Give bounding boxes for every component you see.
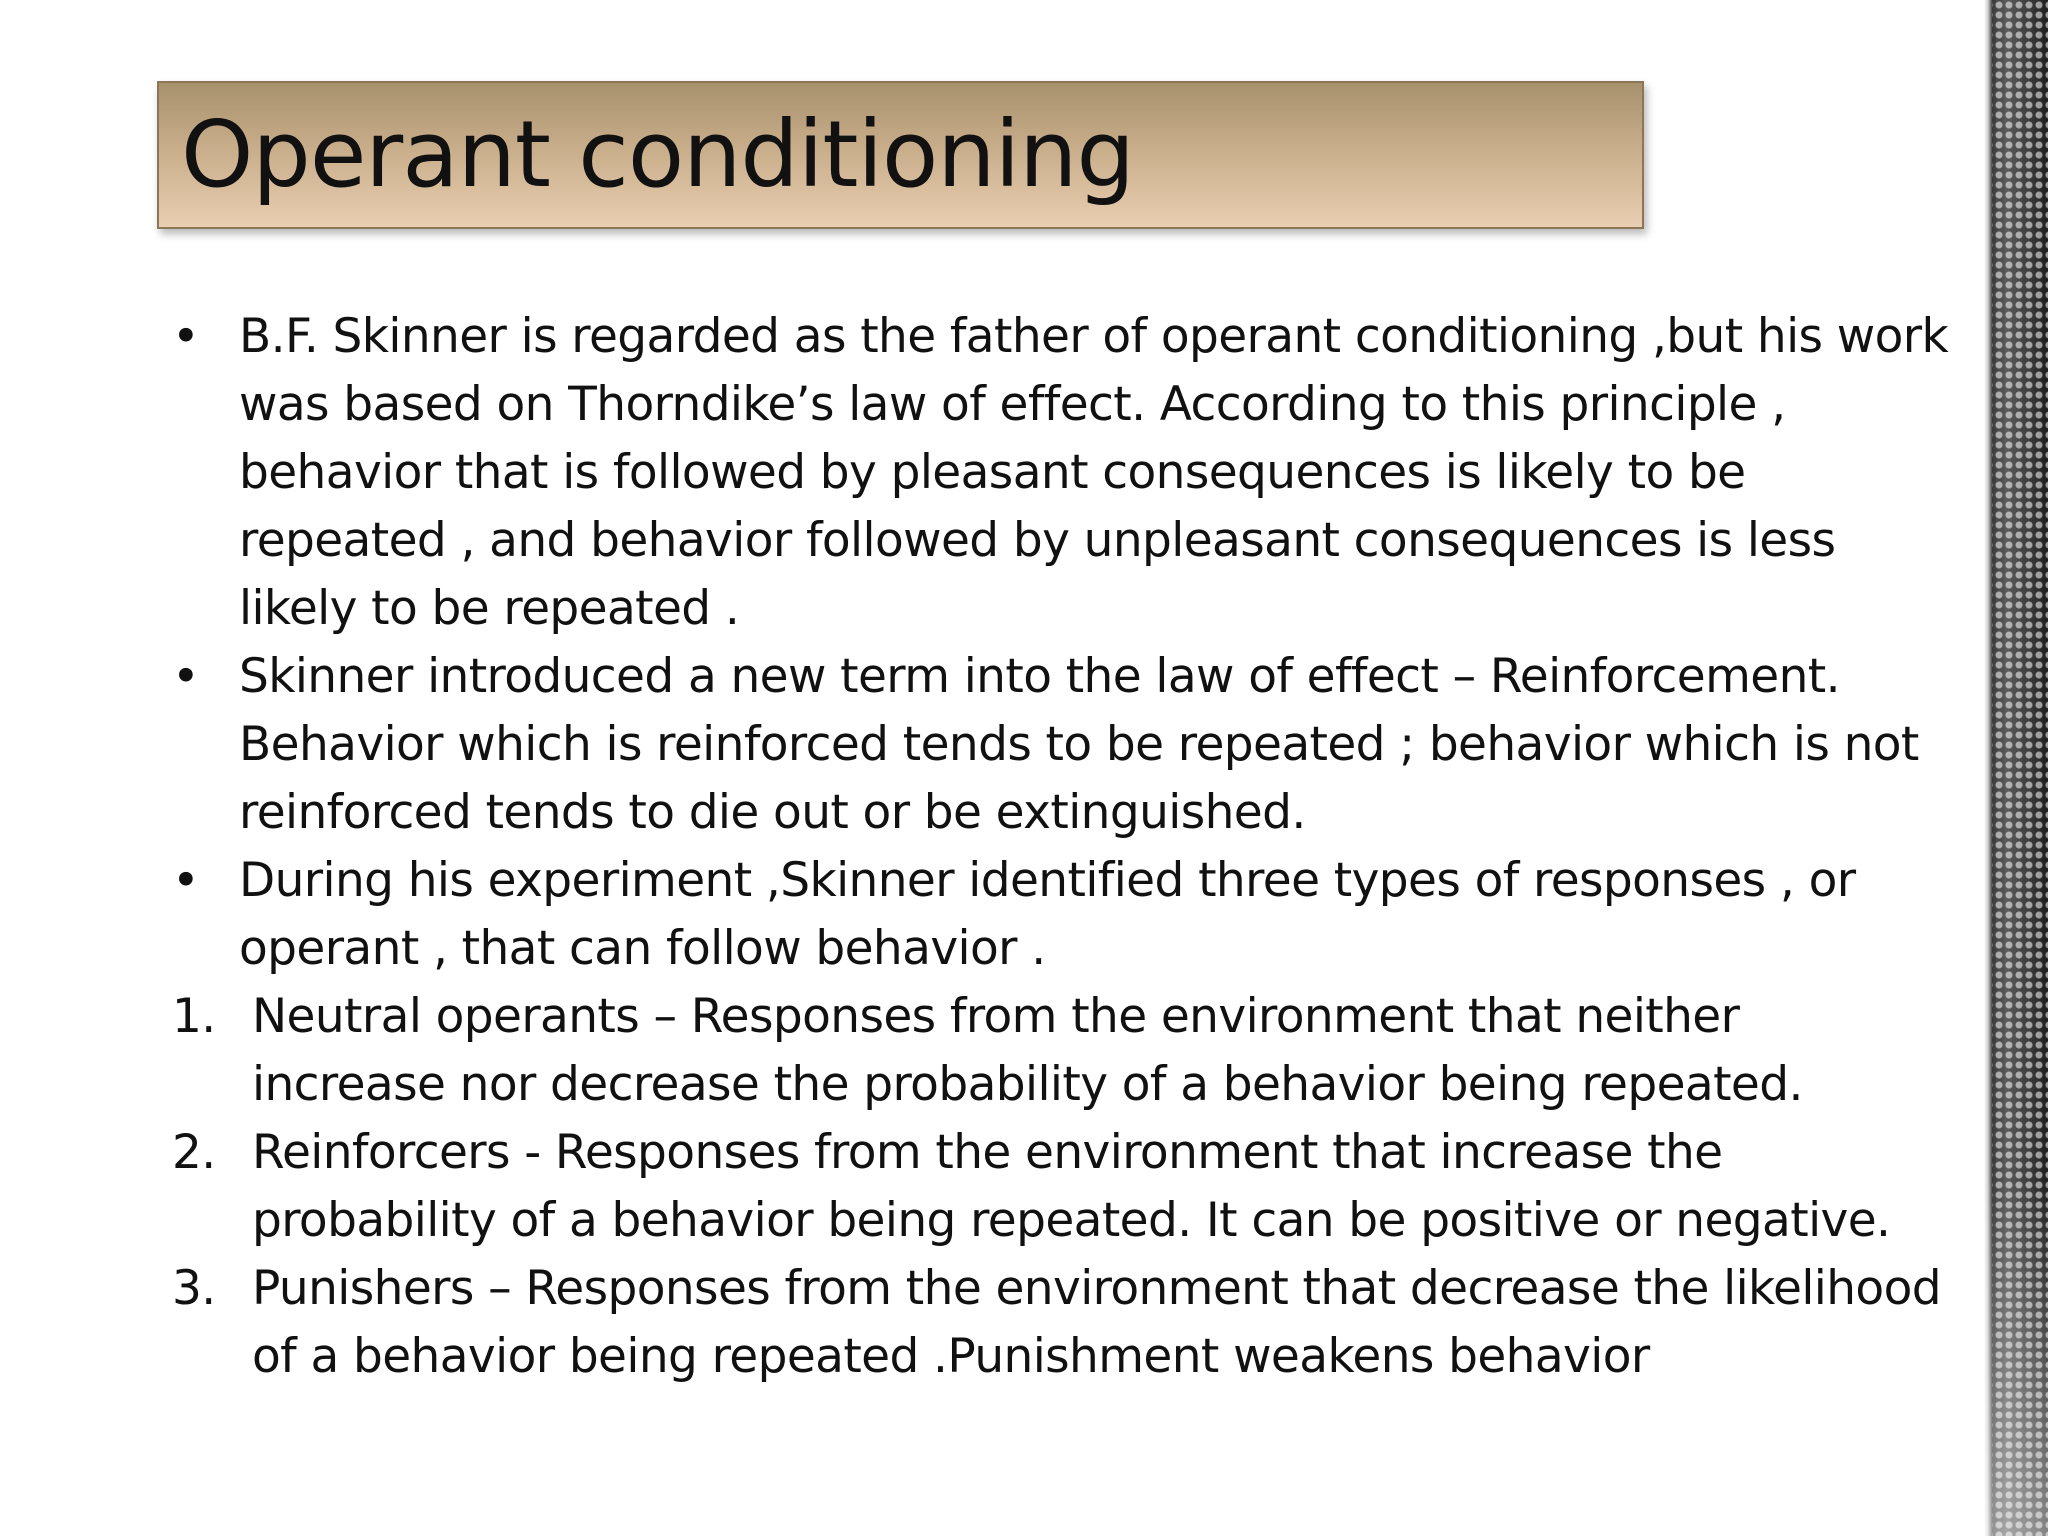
text-line: behavior that is followed by pleasant consequences is likely to be: [239, 445, 1746, 500]
text-line: repeated , and behavior followed by unpleasant consequences is less: [239, 513, 1836, 568]
text-line: increase nor decrease the probability of a behavior being repeated.: [252, 1057, 1803, 1112]
text-line: Reinforcers - Responses from the environment that increase the: [252, 1125, 1723, 1180]
bullet-marker: •: [172, 309, 200, 364]
text-line: was based on Thorndike’s law of effect. According to this principle ,: [239, 377, 1786, 432]
numbered-item: [172, 1255, 1972, 1391]
bullet-marker: •: [172, 649, 200, 704]
text-line: Skinner introduced a new term into the law of effect – Reinforcement.: [239, 649, 1840, 704]
bullet-item: [172, 303, 1972, 643]
bullet-marker: •: [172, 853, 200, 908]
numbered-item: [172, 983, 1972, 1119]
decorative-side-strip: [1984, 0, 2048, 1536]
text-line: Behavior which is reinforced tends to be repeated ; behavior which is not: [239, 717, 1919, 772]
text-line: operant , that can follow behavior .: [239, 921, 1046, 976]
text-line: likely to be repeated .: [239, 581, 740, 636]
numbered-item: [172, 1119, 1972, 1255]
text-line: of a behavior being repeated .Punishment weakens behavior: [252, 1329, 1650, 1384]
title-bar: [157, 81, 1644, 229]
number-marker: 3.: [172, 1261, 216, 1316]
slide-body: [172, 303, 1972, 1391]
slide-title: Operant conditioning: [181, 101, 1134, 208]
text-line: Neutral operants – Responses from the environment that neither: [252, 989, 1740, 1044]
text-line: reinforced tends to die out or be extinguished.: [239, 785, 1306, 840]
number-marker: 2.: [172, 1125, 216, 1180]
bullet-item: [172, 847, 1972, 983]
text-line: probability of a behavior being repeated. It can be positive or negative.: [252, 1193, 1891, 1248]
text-line: Punishers – Responses from the environment that decrease the likelihood: [252, 1261, 1941, 1316]
bullet-item: [172, 643, 1972, 847]
text-line: During his experiment ,Skinner identified three types of responses , or: [239, 853, 1856, 908]
number-marker: 1.: [172, 989, 216, 1044]
text-line: B.F. Skinner is regarded as the father of operant conditioning ,but his work: [239, 309, 1949, 364]
